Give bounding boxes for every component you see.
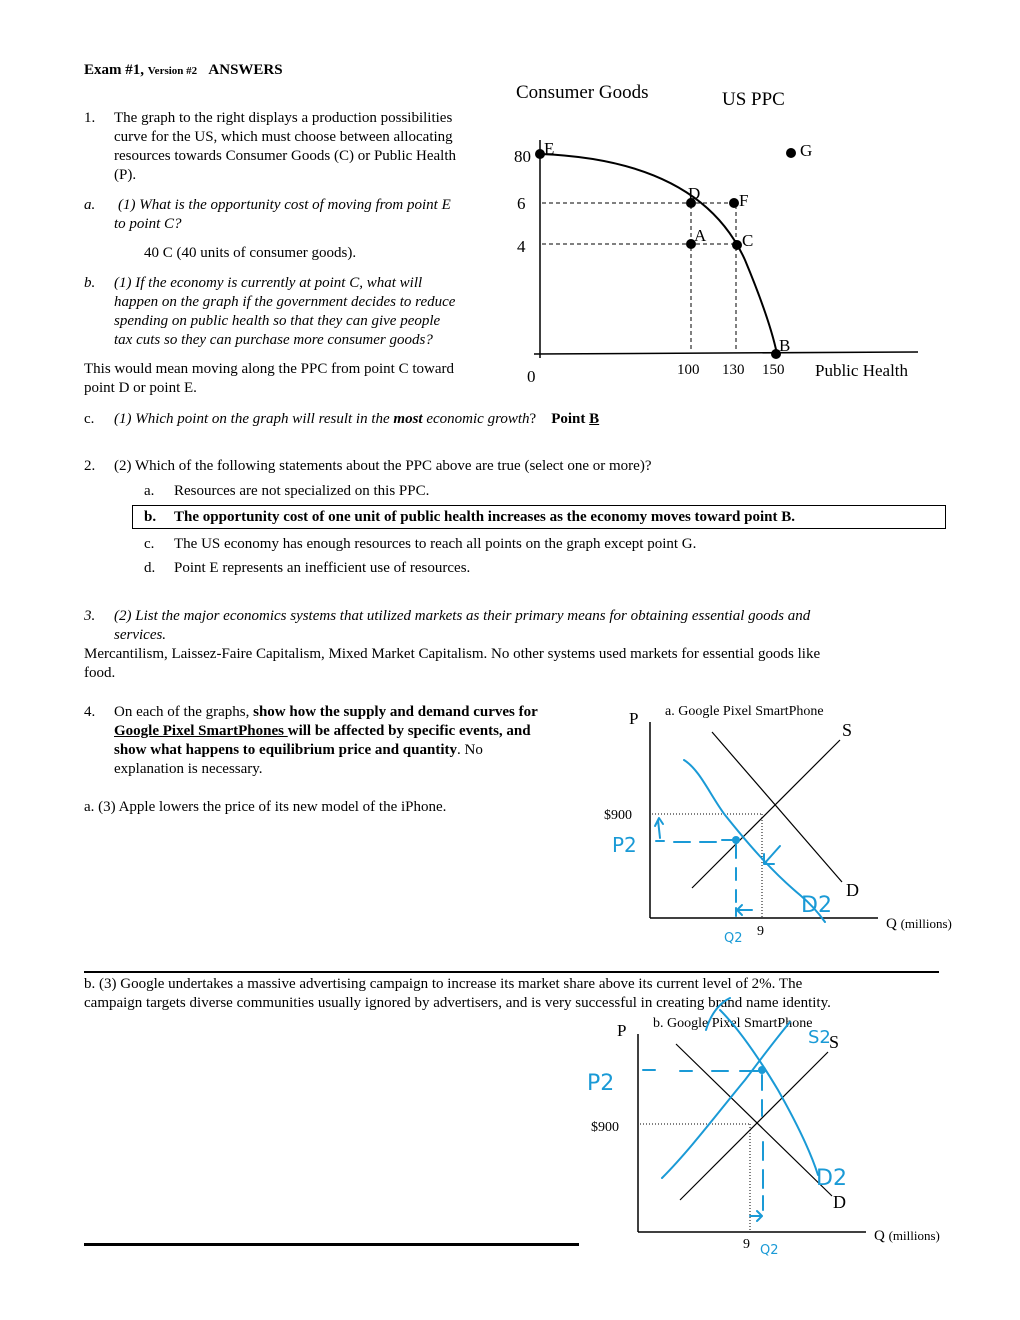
q1c-emphasis: most — [393, 411, 423, 427]
graph-b-hand-q2: Q2 — [760, 1243, 779, 1258]
graph-b-qty: 9 — [743, 1237, 750, 1252]
q4b-line: campaign targets diverse communities usually ignored by advertisers, and is very successful in creating brand name identity. — [84, 995, 831, 1011]
graph-b-p-label: P — [617, 1021, 627, 1040]
q4-text: . No — [457, 742, 483, 758]
ppc-label-b: B — [779, 336, 791, 355]
graph-b-hand-p2: P2 — [587, 1071, 615, 1096]
graph-a-price: $900 — [604, 808, 632, 823]
q4-number: 4. — [84, 704, 96, 720]
q1c-answer-point: B — [589, 411, 600, 427]
q2-number: 2. — [84, 458, 96, 474]
ppc-ytick: 6 — [517, 194, 526, 213]
q4-text-bold: show what happens to equilibrium price and quantity — [114, 742, 457, 758]
q2-option-label: a. — [144, 483, 155, 499]
q1b-line: (1) If the economy is currently at point C, what will — [114, 275, 423, 291]
ppc-xtick: 100 — [677, 362, 700, 378]
q1-line: (P). — [114, 167, 137, 183]
ppc-label-d: D — [688, 184, 701, 203]
q4-text-bold: will be affected by specific events, and — [287, 723, 531, 739]
q1-number: 1. — [84, 110, 96, 126]
q1b-answer-line: This would mean moving along the PPC from point C toward — [84, 361, 454, 377]
q2-option-b: The opportunity cost of one unit of public health increases as the economy moves toward point B. — [174, 509, 795, 525]
graph-a-hand-p2: P2 — [612, 833, 637, 857]
q4-text-underline: Google Pixel SmartPhones — [114, 723, 288, 739]
q1c-mark: ? — [529, 411, 537, 427]
q1b-answer-line: point D or point E. — [84, 380, 197, 396]
q4-text: On each of the graphs, — [114, 704, 254, 720]
q4-text: explanation is necessary. — [114, 761, 263, 777]
bottom-rule — [84, 1243, 579, 1246]
ppc-xtick: 150 — [762, 362, 785, 378]
q1a-answer: 40 C (40 units of consumer goods). — [144, 245, 357, 261]
ppc-origin: 0 — [527, 367, 536, 386]
q4a-question: a. (3) Apple lowers the price of its new model of the iPhone. — [84, 799, 447, 815]
q4-text-bold: show how the supply and demand curves for — [253, 704, 538, 720]
graph-b-price: $900 — [591, 1120, 619, 1135]
q1-line: resources towards Consumer Goods (C) or Public Health — [114, 148, 457, 164]
graph-b-hand-d2: D2 — [816, 1166, 847, 1191]
ppc-ytick: 4 — [517, 237, 526, 256]
graph-b-supply — [680, 1052, 828, 1200]
q3-answer-line: Mercantilism, Laissez-Faire Capitalism, Mixed Market Capitalism. No other systems used markets for essential goods like — [84, 646, 821, 662]
q2-option-a: Resources are not specialized on this PPC. — [174, 483, 430, 499]
exam-version: Version #2 — [147, 65, 198, 77]
q1b-line: spending on public health so that they can give people — [114, 313, 441, 329]
q1c-answer: Point — [551, 411, 590, 427]
answers-label: ANSWERS — [208, 62, 283, 78]
graph-b-q2-line — [762, 1075, 763, 1210]
graph-b-title: b. Google Pixel SmartPhone — [653, 1016, 813, 1031]
graph-a-qty: 9 — [757, 924, 764, 939]
graph-b-q-label: Q (millions) — [874, 1228, 940, 1244]
q3-answer-line: food. — [84, 665, 116, 681]
ppc-label-g: G — [800, 141, 813, 160]
graph-b-s-label: S — [829, 1032, 840, 1052]
ppc-title: US PPC — [722, 89, 785, 110]
ppc-label-a: A — [694, 226, 707, 245]
q1-line: The graph to the right displays a production possibilities — [114, 110, 453, 126]
q1-line: curve for the US, which must choose between allocating — [114, 129, 453, 145]
ppc-x-label: Public Health — [815, 361, 909, 380]
graph-b-qty-arrow — [750, 1211, 762, 1221]
q2-option-c: The US economy has enough resources to reach all points on the graph except point G. — [174, 536, 697, 552]
q1c-text: economic growth — [422, 411, 530, 427]
q2-option-label: d. — [144, 560, 156, 576]
graph-b-p2-line — [643, 1070, 758, 1071]
graph-a-p-label: P — [629, 709, 639, 728]
graph-b-d-label: D — [833, 1192, 846, 1212]
ppc-label-e: E — [544, 139, 555, 158]
q4b-line: b. (3) Google undertakes a massive advertising campaign to increase its market share above its current level of 2%. The — [84, 976, 803, 992]
graph-b-new-equilibrium — [758, 1066, 766, 1074]
q2-question: (2) Which of the following statements about the PPC above are true (select one or more)? — [114, 458, 652, 474]
q3-number: 3. — [84, 608, 96, 624]
q2-option-d: Point E represents an inefficient use of resources. — [174, 560, 471, 576]
q1c-text: (1) Which point on the graph will result in the — [114, 411, 394, 427]
q1a-line: (1) What is the opportunity cost of moving from point E — [118, 197, 451, 213]
graph-b-hand-s2: S2 — [808, 1027, 831, 1048]
q1b-line: happen on the graph if the government decides to reduce — [114, 294, 456, 310]
graph-a-hand-d2: D2 — [801, 893, 832, 918]
ppc-ytick: 80 — [514, 147, 531, 166]
q2-option-label: c. — [144, 536, 155, 552]
ppc-label-c: C — [742, 231, 754, 250]
q3-line: services. — [114, 627, 167, 643]
graph-a-q-label: Q (millions) — [886, 916, 952, 932]
q1c-label: c. — [84, 411, 95, 427]
graph-a-d-label: D — [846, 880, 859, 900]
graph-a-s-label: S — [842, 720, 853, 740]
q1a-label: a. — [84, 197, 96, 213]
exam-number: Exam #1, — [84, 62, 144, 78]
q3-line: (2) List the major economics systems that utilized markets as their primary means for obtaining essential goods and — [114, 608, 811, 624]
graph-a-hand-q2: Q2 — [724, 931, 743, 946]
ppc-label-f: F — [739, 191, 749, 210]
q2-option-label: b. — [144, 509, 157, 525]
graph-a-title: a. Google Pixel SmartPhone — [665, 704, 824, 719]
q1b-label: b. — [84, 275, 96, 291]
q1b-line: tax cuts so they can purchase more consumer goods? — [114, 332, 433, 348]
ppc-y-label: Consumer Goods — [516, 82, 649, 103]
ppc-xtick: 130 — [722, 362, 745, 378]
q1a-line: to point C? — [114, 216, 182, 232]
